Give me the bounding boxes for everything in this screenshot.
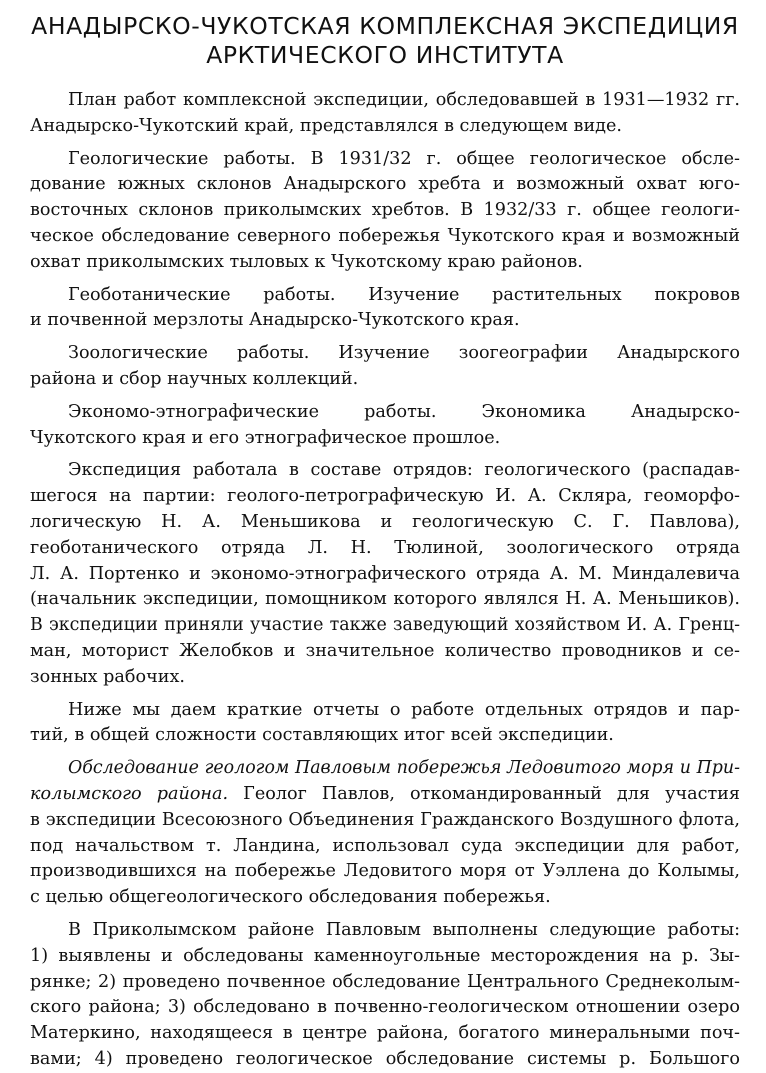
text-line: 1) выявлены и обследованы каменноугольные месторождения на р. Зы- — [30, 945, 740, 966]
paragraph-economy — [30, 400, 740, 452]
section-heading-italic: Обследование геологом Павловым побережья Ледовитого моря и При- — [68, 758, 740, 779]
text-line: зонных рабочих. — [30, 666, 185, 687]
text-line — [30, 756, 740, 782]
section-heading-italic: колымского района. — [30, 783, 229, 804]
text-fragment: Геолог Павлов, откомандированный для участия — [228, 783, 740, 804]
paragraph-geology — [30, 147, 740, 276]
paragraph-composition — [30, 458, 740, 690]
text-line: геоботанического отряда Л. Н. Тюлиной, зоологического отряда — [30, 537, 740, 558]
text-line: рянке; 2) проведено почвенное обследование Центрального Среднеколым- — [30, 971, 740, 992]
text-line: Чукотского края и его этнографическое прошлое. — [30, 427, 501, 448]
text-line: с целью общегеологического обследования побережья. — [30, 887, 551, 908]
text-line: ческое обследование северного побережья Чукотского края и возможный — [30, 225, 740, 246]
text-line: под начальством т. Ландина, использовал суда экспедиции для работ, — [30, 835, 740, 856]
text-line: В Приколымском районе Павловым выполнены следующие работы: — [68, 919, 740, 940]
text-line: В экспедиции приняли участие также заведующий хозяйством И. А. Гренц- — [30, 615, 740, 636]
text-line: района и сбор научных коллекций. — [30, 368, 359, 389]
text-line: восточных склонов приколымских хребтов. В 1932/33 г. общее геологи- — [30, 200, 740, 221]
text-line: и почвенной мерзлоты Анадырско-Чукотского края. — [30, 310, 520, 331]
document-title — [30, 12, 740, 70]
text-line: Экономо-этнографические работы. Экономика Анадырско- — [68, 401, 740, 422]
title-line-1: АНАДЫРСКО-ЧУКОТСКАЯ КОМПЛЕКСНАЯ ЭКСПЕДИЦИЯ — [31, 12, 739, 40]
text-line: вами; 4) проведено геологическое обследование системы р. Большого — [30, 1048, 740, 1069]
paragraph-zoology — [30, 341, 740, 393]
text-line: тий, в общей сложности составляющих итог всей экспедиции. — [30, 725, 614, 746]
paragraph-kolyma-works — [30, 918, 740, 1073]
text-line: Ниже мы даем краткие отчеты о работе отдельных отрядов и пар- — [68, 699, 740, 720]
text-line: логическую Н. А. Меньшикова и геологическую С. Г. Павлова), — [30, 511, 740, 532]
text-line: производившихся на побережье Ледовитого моря от Уэллена до Колымы, — [30, 861, 740, 882]
paragraph-geobotany — [30, 283, 740, 335]
text-line: Анадырско-Чукотский край, представлялся в следующем виде. — [30, 115, 623, 136]
text-line: Матеркино, находящееся в центре района, богатого минеральными поч- — [30, 1023, 740, 1044]
text-line: ского района; 3) обследовано в почвенно-геологическом отношении озеро — [30, 997, 740, 1018]
text-line: (начальник экспедиции, помощником которого являлся Н. А. Меньшиков). — [30, 589, 740, 610]
text-line: охват приколымских тыловых к Чукотскому краю районов. — [30, 251, 583, 272]
text-line: ман, моторист Желобков и значительное количество проводников и се- — [30, 640, 740, 661]
text-line: Л. А. Портенко и экономо-этнографического отряда А. М. Миндалевича — [30, 563, 740, 584]
paragraph-plan — [30, 88, 740, 140]
text-line: План работ комплексной экспедиции, обследовавшей в 1931—1932 гг. — [68, 90, 740, 110]
text-line: Экспедиция работала в составе отрядов: геологического (распадав- — [68, 460, 740, 481]
text-line: Геологические работы. В 1931/32 г. общее геологическое обсле- — [68, 148, 740, 169]
text-line: дование южных склонов Анадырского хребта и возможный охват юго- — [30, 174, 740, 195]
paragraph-pavlov-survey — [30, 756, 740, 911]
text-line: Зоологические работы. Изучение зоогеографии Анадырского — [68, 343, 740, 364]
paragraph-reports-intro — [30, 698, 740, 750]
document-body — [30, 88, 740, 1073]
text-line: шегося на партии: геолого-петрографическую И. А. Скляра, геоморфо- — [30, 486, 740, 507]
text-line: Геоботанические работы. Изучение растительных покровов — [68, 284, 740, 305]
title-line-2: АРКТИЧЕСКОГО ИНСТИТУТА — [206, 41, 564, 69]
text-line — [30, 782, 740, 808]
text-line: в экспедиции Всесоюзного Объединения Гражданского Воздушного флота, — [30, 809, 740, 830]
